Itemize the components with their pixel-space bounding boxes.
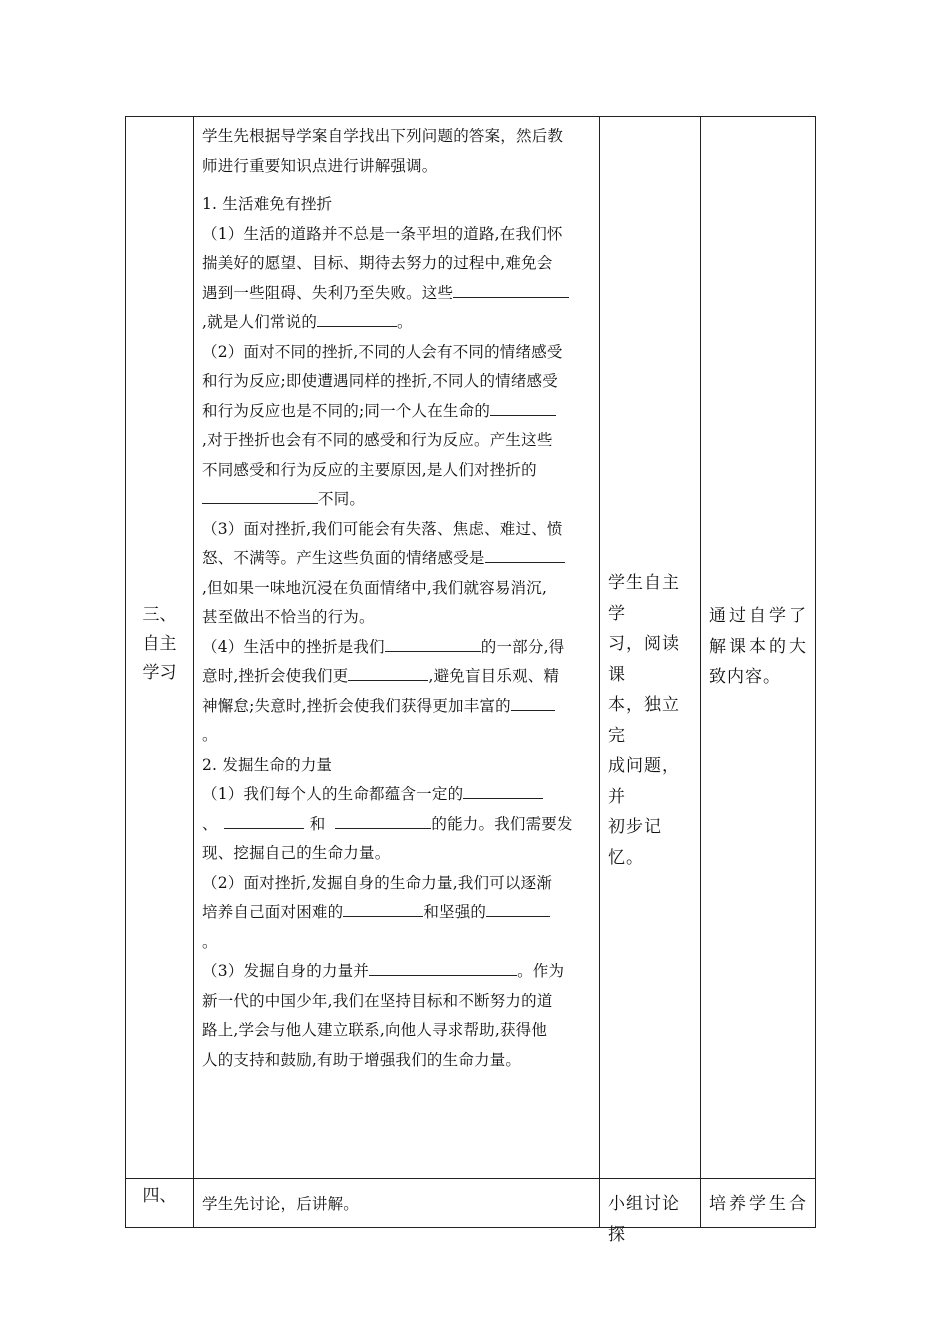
intro-line2: 师进行重要知识点进行讲解强调。 [202, 156, 438, 175]
q4-line2: 意时,挫折会使我们更 ,避免盲目乐观、精 [202, 662, 594, 692]
activity-line: 本，独立完 [608, 695, 680, 746]
fill-blank[interactable] [369, 957, 517, 976]
q2-line6: 不同。 [202, 485, 594, 515]
r2-line3: 。 [202, 932, 218, 951]
fill-blank[interactable] [511, 692, 555, 711]
fill-blank[interactable] [453, 279, 569, 298]
fill-blank[interactable] [202, 485, 318, 504]
q3-line1: （3）面对挫折,我们可能会有失落、焦虑、难过、愤 [202, 519, 563, 538]
r1-line1: （1）我们每个人的生命都蕴含一定的 [202, 780, 594, 810]
q1-line2: 揣美好的愿望、目标、期待去努力的过程中,难免会 [202, 254, 553, 272]
section4-title: 四、 [142, 1186, 177, 1206]
section3-title-line2: 自主 [142, 634, 177, 654]
column-divider-2 [599, 116, 600, 1228]
heading-2: 2. 发掘生命的力量 [202, 755, 333, 774]
r3-line3: 路上,学会与他人建立联系,向他人寻求帮助,获得他 [202, 1021, 548, 1039]
q3-line4: 甚至做出不恰当的行为。 [202, 608, 375, 626]
q4-line3: 神懈怠;失意时,挫折会使我们获得更加丰富的 [202, 692, 594, 722]
section3-title [126, 601, 193, 688]
activity-line: 习，阅读课 [608, 634, 680, 685]
table-border-bottom [125, 1227, 816, 1228]
q1-line1: （1）生活的道路并不总是一条平坦的道路,在我们怀 [202, 224, 563, 243]
r3-line2: 新一代的中国少年,我们在坚持目标和不断努力的道 [202, 991, 553, 1010]
intro-line1: 学生先根据导学案自学找出下列问题的答案，然后教 [202, 127, 564, 145]
q2-line5: 不同感受和行为反应的主要原因,是人们对挫折的 [202, 460, 537, 479]
intent-line: 通过自学了 [709, 606, 807, 626]
fill-blank[interactable] [335, 810, 431, 829]
q2-line4: ,对于挫折也会有不同的感受和行为反应。产生这些 [202, 431, 553, 449]
activity-line: 成问题，并 [608, 756, 680, 807]
fill-blank[interactable] [485, 544, 565, 563]
q1-line3: 遇到一些阻碍、失利乃至失败。这些 [202, 279, 594, 309]
fill-blank[interactable] [385, 633, 481, 652]
r2-line1: （2）面对挫折,发掘自身的生命力量,我们可以逐渐 [202, 873, 553, 892]
r3-line1: （3）发掘自身的力量并 。作为 [202, 957, 594, 987]
table-border-top [125, 116, 816, 117]
q2-line2: 和行为反应;即使遭遇同样的挫折,不同人的情绪感受 [202, 372, 558, 390]
section3-title-line3: 学习 [142, 663, 177, 683]
table-border-right [815, 116, 816, 1228]
q4-line1: （4）生活中的挫折是我们 的一部分,得 [202, 633, 594, 663]
section3-design-intent [709, 601, 807, 693]
section4-design-intent: 培养学生合 [709, 1194, 807, 1214]
activity-line: 初步记忆。 [608, 817, 662, 868]
r3-line4: 人的支持和鼓励,有助于增强我们的生命力量。 [202, 1050, 522, 1069]
q3-line3: ,但如果一味地沉浸在负面情绪中,我们就容易消沉, [202, 578, 548, 597]
fill-blank[interactable] [343, 898, 423, 917]
r2-line2: 培养自己面对困难的 和坚强的 [202, 898, 594, 928]
column-divider-3 [700, 116, 701, 1228]
section4-student-activity: 小组讨论探 [608, 1194, 680, 1245]
q1-line4: ,就是人们常说的 。 [202, 308, 594, 338]
row-divider [125, 1178, 816, 1179]
r1-line3: 现、挖掘自己的生命力量。 [202, 844, 391, 862]
fill-blank[interactable] [348, 662, 428, 681]
fill-blank[interactable] [486, 898, 550, 917]
q2-line1: （2）面对不同的挫折,不同的人会有不同的情绪感受 [202, 342, 563, 361]
heading-1: 1. 生活难免有挫折 [202, 195, 333, 213]
q4-line4: 。 [202, 726, 218, 744]
q2-line3: 和行为反应也是不同的;同一个人在生命的 [202, 397, 594, 427]
intent-line: 致内容。 [709, 667, 781, 687]
section3-content [202, 122, 594, 1075]
column-divider-1 [193, 116, 194, 1228]
fill-blank[interactable] [317, 308, 397, 327]
fill-blank[interactable] [490, 397, 556, 416]
fill-blank[interactable] [224, 810, 304, 829]
activity-line: 学生自主学 [608, 573, 680, 624]
r1-line2: 、 和 的能力。我们需要发 [202, 810, 594, 840]
section3-student-activity [608, 568, 696, 873]
q3-line2: 怒、不满等。产生这些负面的情绪感受是 [202, 544, 594, 574]
intent-line: 解课本的大 [709, 636, 807, 657]
fill-blank[interactable] [463, 780, 543, 799]
section4-content: 学生先讨论，后讲解。 [202, 1195, 360, 1213]
section3-title-line1: 三、 [142, 605, 177, 625]
